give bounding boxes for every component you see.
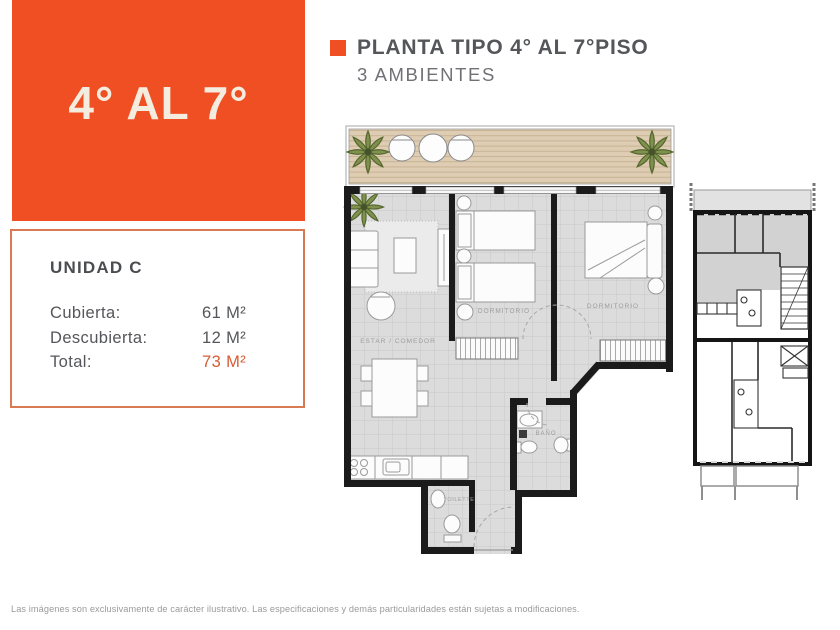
windows (360, 187, 660, 194)
washer-icon (519, 430, 527, 438)
area-label: Total: (50, 353, 92, 371)
room-label-bathroom: BAÑO (535, 431, 557, 437)
armchair (367, 292, 395, 320)
unit-floor-plan (344, 126, 674, 554)
room-label-bedroom2: DORMITORIO (586, 303, 640, 310)
unit-name: UNIDAD C (50, 258, 143, 277)
pillow (458, 214, 471, 247)
bath-sink (520, 414, 538, 426)
page-title: PLANTA TIPO 4° AL 7°PISO (357, 36, 649, 59)
area-value: 12 M² (202, 328, 247, 347)
nightstand (648, 206, 662, 220)
chair (361, 391, 372, 406)
chair (417, 391, 428, 406)
room-label-living: ESTAR / COMEDOR (360, 338, 436, 345)
toilet (521, 441, 537, 453)
wardrobe (600, 340, 666, 361)
double-bed (585, 222, 647, 278)
chair (417, 366, 428, 381)
area-label: Cubierta: (50, 304, 121, 322)
cooktop-burner (361, 469, 368, 476)
area-value: 61 M² (202, 304, 247, 322)
headboard (647, 224, 662, 278)
sofa (349, 231, 378, 287)
balcony-table-and-chairs (389, 134, 474, 162)
disclaimer-text: Las imágenes son exclusivamente de carácter ilustrativo. Las especificaciones y demás particularidades están sujetas a modificaciones. (11, 604, 580, 614)
key-plan (691, 183, 814, 500)
balcony (346, 126, 674, 187)
room-label-toilette: TOILETTE (443, 497, 475, 503)
nightstand (457, 304, 473, 320)
page-subtitle: 3 AMBIENTES (357, 64, 496, 85)
cooktop-burner (351, 460, 358, 467)
toilette-wc-tank (444, 535, 461, 542)
key-plan-rear-balconies (701, 466, 798, 486)
key-plan-stairs (781, 267, 808, 329)
cooktop-burner (361, 460, 368, 467)
dining-table (372, 359, 417, 417)
floor-range-label: 4° AL 7° (68, 76, 249, 129)
coffee-table (394, 238, 416, 273)
room-label-bedroom1: DORMITORIO (477, 308, 531, 315)
pillow (458, 266, 471, 299)
nightstand (457, 196, 471, 210)
cooktop-burner (351, 469, 358, 476)
key-plan-balcony (694, 190, 811, 212)
area-value-total: 73 M² (202, 353, 247, 371)
wardrobe (456, 338, 518, 359)
toilette-wc (444, 515, 460, 533)
nightstand (457, 249, 471, 263)
area-label: Descubierta: (50, 328, 148, 347)
chair (361, 366, 372, 381)
bidet (554, 437, 568, 453)
nightstand (648, 278, 664, 294)
